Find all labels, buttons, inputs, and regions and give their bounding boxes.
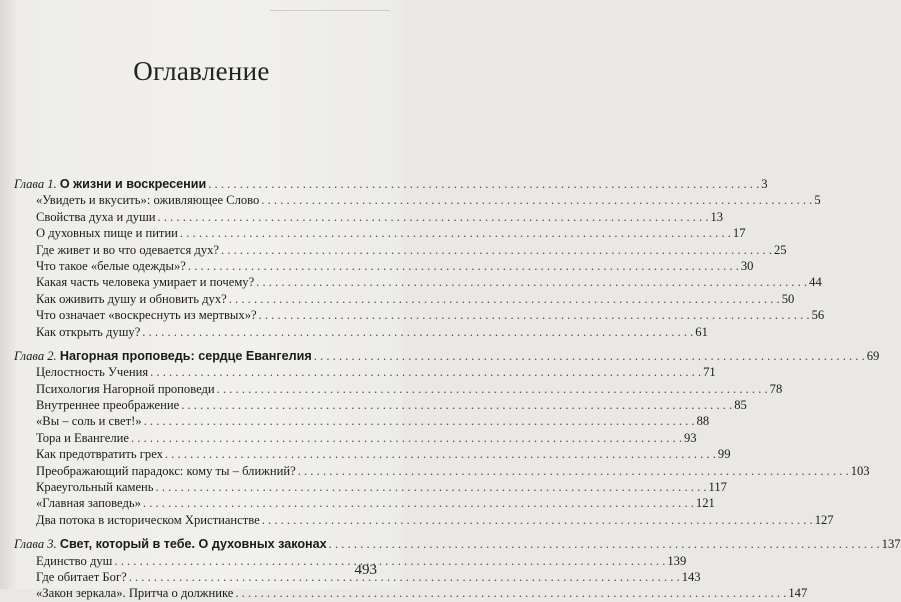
toc-item-page: 88 — [696, 414, 710, 429]
toc-item — [14, 397, 747, 413]
page-title: Оглавление — [133, 56, 270, 86]
leader-dots — [181, 397, 732, 413]
toc-item-page: 13 — [710, 209, 724, 224]
toc-item-page: 127 — [814, 512, 834, 527]
toc-item-page: 61 — [695, 324, 708, 339]
toc-item — [14, 495, 715, 511]
toc-item-page: 121 — [695, 496, 715, 511]
toc-item — [14, 324, 708, 340]
toc-item-page: 93 — [683, 430, 697, 445]
toc-item-page: 44 — [809, 275, 822, 290]
leader-dots — [235, 585, 786, 601]
toc-item — [14, 479, 727, 495]
toc-item-title: Краеугольный камень — [36, 480, 154, 495]
toc-item-title: Единство душ — [36, 553, 113, 568]
toc-item-page: 117 — [708, 480, 727, 495]
toc-item-page: 71 — [703, 365, 716, 380]
toc-item — [14, 242, 787, 258]
leader-dots — [262, 512, 813, 528]
toc-item-title: Что означает «воскреснуть из мертвых»? — [36, 308, 257, 323]
toc-item-page: 50 — [781, 291, 795, 306]
leader-dots — [142, 324, 693, 340]
leader-dots — [150, 364, 701, 380]
toc-item-page: 139 — [667, 553, 687, 568]
toc-item-title: Преображающий парадокс: кому ты – ближний? — [36, 463, 296, 478]
toc-item-title: Целостность Учения — [36, 365, 149, 380]
toc-item — [14, 446, 731, 462]
toc-item — [14, 553, 687, 569]
toc-item-title: Внутреннее преображение — [36, 398, 180, 413]
chapter-label: Глава 3. — [14, 537, 57, 552]
toc-item-page: 99 — [717, 447, 731, 462]
toc-item — [14, 512, 834, 528]
toc-item-page: 147 — [788, 586, 808, 601]
leader-dots — [259, 307, 810, 323]
toc-item-page: 17 — [732, 226, 746, 241]
toc-item-title: Где живет и во что одевается дух? — [36, 242, 220, 257]
chapter-entry — [14, 348, 880, 364]
toc-item-title: О духовных пище и питии — [36, 226, 178, 241]
toc-item — [14, 225, 746, 241]
leader-dots — [131, 430, 682, 446]
toc-item-page: 56 — [811, 308, 825, 323]
chapter-label: Глава 1. — [14, 177, 57, 191]
leader-dots — [158, 209, 709, 225]
table-of-contents — [14, 176, 901, 602]
chapter-page: 69 — [866, 348, 880, 363]
chapter-entry — [14, 536, 901, 552]
toc-item-page: 78 — [769, 381, 783, 396]
leader-dots — [229, 291, 780, 307]
toc-item-title: Тора и Евангелие — [36, 430, 129, 445]
toc-item — [14, 463, 870, 479]
chapter-heading — [14, 348, 312, 364]
leader-dots — [188, 258, 739, 274]
toc-item-title: «Закон зеркала». Притча о должнике — [36, 586, 234, 601]
toc-item-title: «Главная заповедь» — [36, 496, 141, 511]
leader-dots — [143, 495, 694, 511]
toc-item-title: «Вы – соль и свет!» — [36, 414, 142, 429]
chapter-title: Нагорная проповедь: сердце Евангелия — [59, 348, 312, 363]
toc-item — [14, 209, 724, 225]
page-number: 493 — [354, 562, 377, 578]
toc-item — [14, 430, 697, 446]
toc-item-title: Как предотвратить грех — [36, 447, 163, 462]
toc-item-page: 103 — [850, 463, 870, 478]
toc-item — [14, 569, 701, 585]
leader-dots — [144, 413, 695, 429]
leader-dots — [114, 553, 665, 569]
toc-item — [14, 192, 821, 208]
chapter-page: 137 — [881, 537, 901, 552]
toc-item-title: Психология Нагорной проповеди — [36, 381, 215, 396]
toc-item-title: Свойства духа и души — [36, 209, 156, 224]
leader-dots — [329, 536, 880, 552]
toc-item-page: 85 — [734, 398, 747, 413]
chapter-label: Глава 2. — [14, 348, 57, 363]
leader-dots — [217, 381, 768, 397]
toc-item-title: Два потока в историческом Христианстве — [36, 512, 260, 527]
toc-item-title: Как открыть душу? — [36, 324, 141, 339]
toc-item-title: Где обитает Бог? — [36, 569, 127, 584]
chapter-heading — [14, 176, 206, 192]
toc-item-title: Как оживить душу и обновить дух? — [36, 291, 227, 306]
chapter-title: О жизни и воскресении — [59, 177, 207, 191]
leader-dots — [314, 348, 865, 364]
toc-item-page: 30 — [740, 258, 754, 273]
toc-item — [14, 291, 795, 307]
chapter-entry — [14, 176, 768, 192]
leader-dots — [208, 176, 759, 192]
leader-dots — [256, 274, 807, 290]
toc-item-title: Что такое «белые одежды»? — [36, 258, 186, 273]
leader-dots — [180, 225, 731, 241]
toc-item-title: «Увидеть и вкусить»: оживляющее Слово — [36, 193, 260, 208]
leader-dots — [298, 463, 849, 479]
toc-item — [14, 413, 710, 429]
toc-item — [14, 364, 716, 380]
toc-item — [14, 381, 783, 397]
top-rule — [270, 10, 390, 11]
leader-dots — [165, 446, 716, 462]
chapter-title: Свет, который в тебе. О духовных законах — [59, 537, 327, 552]
leader-dots — [156, 479, 707, 495]
toc-item — [14, 585, 808, 601]
toc-item-page: 143 — [681, 569, 701, 584]
toc-item — [14, 307, 825, 323]
leader-dots — [221, 242, 772, 258]
toc-item-page: 25 — [774, 242, 787, 257]
toc-item — [14, 274, 822, 290]
toc-item — [14, 258, 754, 274]
leader-dots — [129, 569, 680, 585]
chapter-heading — [14, 536, 327, 552]
toc-item-page: 5 — [814, 193, 821, 208]
toc-item-title: Какая часть человека умирает и почему? — [36, 275, 255, 290]
leader-dots — [261, 192, 812, 208]
chapter-page: 3 — [761, 177, 768, 191]
